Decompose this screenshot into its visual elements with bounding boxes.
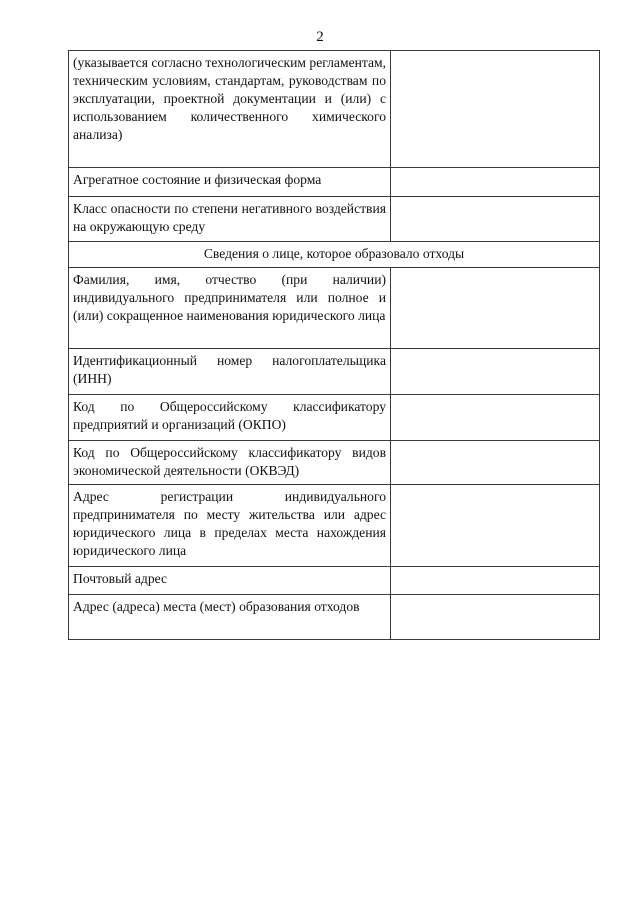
- row-value-inn[interactable]: [391, 349, 600, 395]
- table-row: [69, 595, 600, 640]
- waste-info-table: [68, 50, 600, 640]
- row-label-okved: Код по Общероссийскому классификатору видов экономической деятельности (ОКВЭД): [69, 441, 391, 485]
- page-number: 2: [316, 29, 324, 45]
- section-heading-row: [69, 242, 600, 268]
- table-row: [69, 349, 600, 395]
- row-label-registration-address: Адрес регистрации индивидуального предпринимателя по месту жительства или адрес юридического лица в пределах места нахождения юридического лица: [69, 485, 391, 567]
- row-value-okpo[interactable]: [391, 395, 600, 441]
- table-row: [69, 168, 600, 197]
- row-value-registration-address[interactable]: [391, 485, 600, 567]
- row-value-waste-generation-address[interactable]: [391, 595, 600, 640]
- row-label-aggregate-state: Агрегатное состояние и физическая форма: [69, 168, 391, 197]
- table-row: [69, 485, 600, 567]
- table-row: [69, 441, 600, 485]
- row-label-okpo: Код по Общероссийскому классификатору предприятий и организаций (ОКПО): [69, 395, 391, 441]
- row-label-hazard-class: Класс опасности по степени негативного воздействия на окружающую среду: [69, 197, 391, 242]
- row-value-hazard-class[interactable]: [391, 197, 600, 242]
- row-value-entity-name[interactable]: [391, 268, 600, 349]
- row-label-composition-note: (указывается согласно технологическим регламентам, техническим условиям, стандартам, руководствам по эксплуатации, проектной документации и (или) с использованием количественного химического анализа): [69, 51, 391, 168]
- row-label-waste-generation-address: Адрес (адреса) места (мест) образования отходов: [69, 595, 391, 640]
- row-label-entity-name: Фамилия, имя, отчество (при наличии) индивидуального предпринимателя или полное и (или) сокращенное наименования юридического лица: [69, 268, 391, 349]
- row-value-okved[interactable]: [391, 441, 600, 485]
- section-heading: Сведения о лице, которое образовало отходы: [69, 242, 600, 268]
- table-row: [69, 197, 600, 242]
- row-label-postal-address: Почтовый адрес: [69, 567, 391, 595]
- row-label-inn: Идентификационный номер налогоплательщика (ИНН): [69, 349, 391, 395]
- table-row: [69, 268, 600, 349]
- row-value-aggregate-state[interactable]: [391, 168, 600, 197]
- table-row: [69, 51, 600, 168]
- table-row: [69, 567, 600, 595]
- row-value-composition-note[interactable]: [391, 51, 600, 168]
- table-row: [69, 395, 600, 441]
- row-value-postal-address[interactable]: [391, 567, 600, 595]
